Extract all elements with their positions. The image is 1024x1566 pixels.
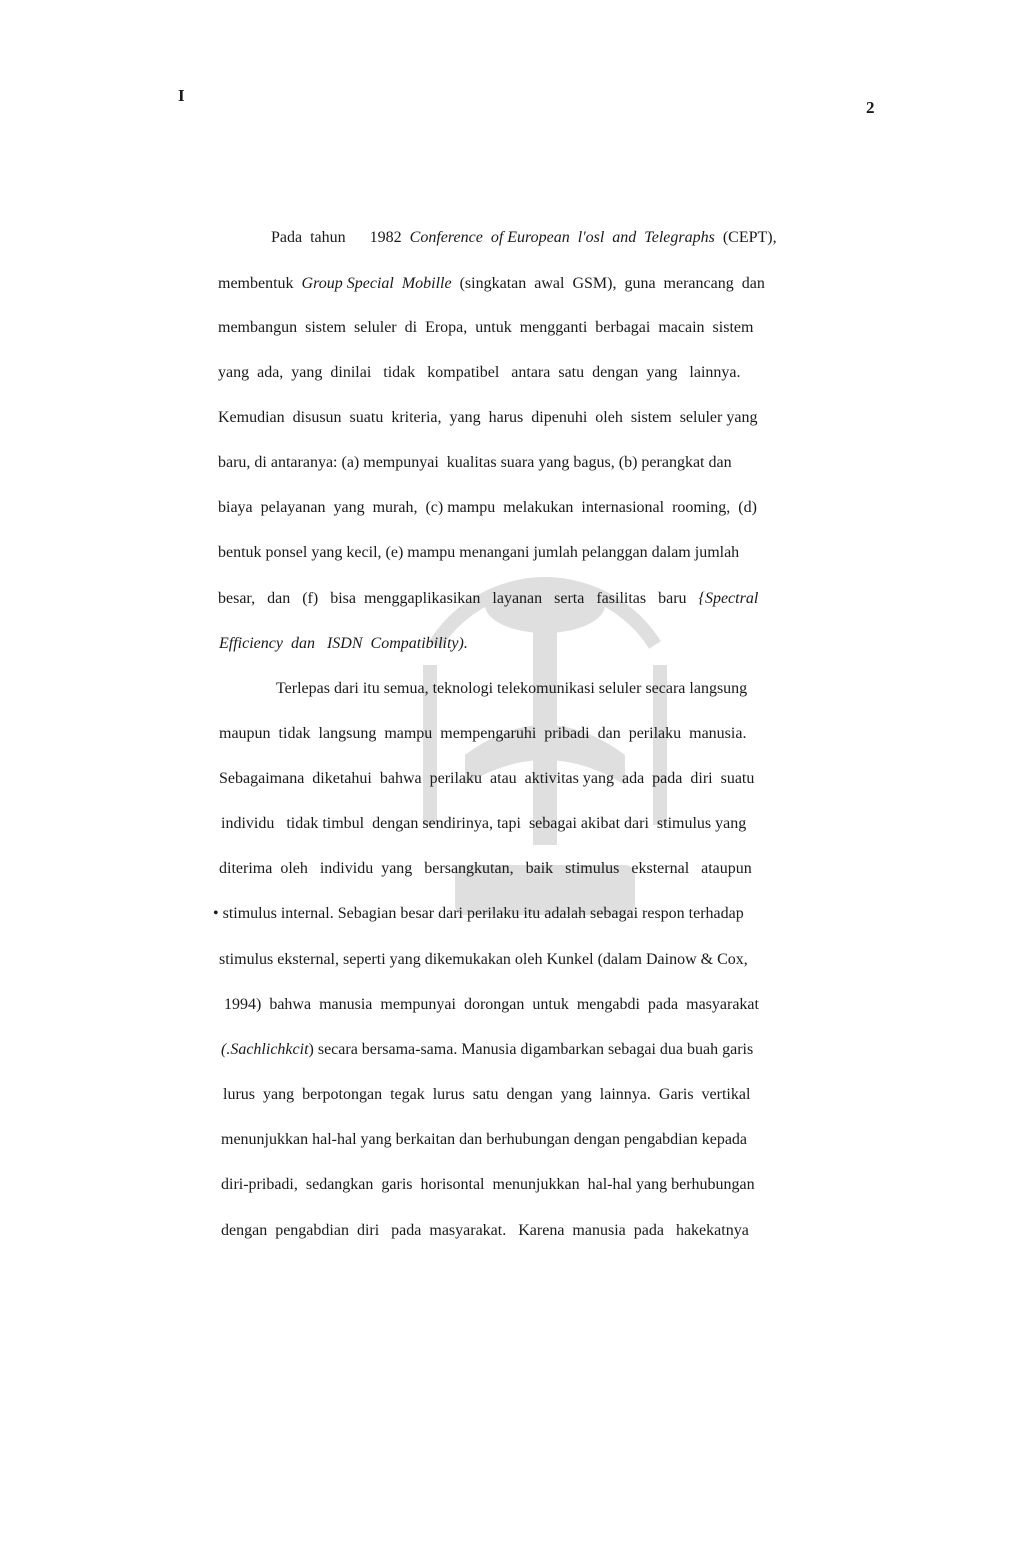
- text-run: ) secara bersama-sama. Manusia digambarkan sebagai dua buah garis: [308, 1041, 754, 1058]
- text-run: menunjukkan hal-hal yang berkaitan dan berhubungan dengan pengabdian kepada: [221, 1131, 748, 1148]
- text-line: [219, 634, 468, 654]
- text-line: [221, 1040, 753, 1060]
- text-run: diterima oleh individu yang bersangkutan, baik stimulus eksternal ataupun: [219, 860, 752, 877]
- italic-run: Efficiency dan ISDN Compatibility).: [219, 635, 468, 652]
- text-run: lurus yang berpotongan tegak lurus satu dengan yang lainnya. Garis vertikal: [223, 1086, 751, 1103]
- text-line: [221, 1130, 747, 1150]
- corner-mark: I: [178, 86, 185, 105]
- text-run: dengan pengabdian diri pada masyarakat. Karena manusia pada hakekatnya: [221, 1222, 749, 1239]
- italic-run: Conference of European l'osl and Telegraphs: [409, 229, 715, 246]
- text-line: [221, 814, 746, 834]
- text-line: [218, 498, 757, 518]
- text-run: besar, dan (f) bisa menggaplikasikan layanan serta fasilitas baru: [218, 590, 699, 607]
- text-line: [271, 228, 777, 248]
- page-number: 2: [866, 98, 875, 117]
- text-run: stimulus eksternal, seperti yang dikemukakan oleh Kunkel (dalam Dainow & Cox,: [219, 951, 748, 968]
- text-run: • stimulus internal. Sebagian besar dari perilaku itu adalah sebagai respon terhadap: [213, 905, 744, 922]
- text-run: Pada tahun 1982: [271, 229, 410, 246]
- text-run: (singkatan awal GSM), guna merancang dan: [451, 275, 765, 292]
- text-run: Terlepas dari itu semua, teknologi telekomunikasi seluler secara langsung: [276, 680, 748, 697]
- italic-run: {Spectral: [698, 590, 759, 607]
- text-run: maupun tidak langsung mampu mempengaruhi pribadi dan perilaku manusia.: [219, 725, 747, 742]
- text-run: baru, di antaranya: (a) mempunyai kualitas suara yang bagus, (b) perangkat dan: [218, 454, 732, 471]
- text-run: bentuk ponsel yang kecil, (e) mampu menangani jumlah pelanggan dalam jumlah: [218, 544, 740, 561]
- text-line: [224, 995, 759, 1015]
- text-line: [218, 453, 732, 473]
- text-line: [219, 859, 752, 879]
- text-line: [218, 274, 765, 294]
- text-run: membangun sistem seluler di Eropa, untuk mengganti berbagai macain sistem: [218, 319, 754, 336]
- text-run: membentuk: [218, 275, 302, 292]
- text-line: [218, 318, 753, 338]
- text-run: (CEPT),: [714, 229, 777, 246]
- text-line: [221, 1175, 755, 1195]
- text-run: 1994) bahwa manusia mempunyai dorongan untuk mengabdi pada masyarakat: [224, 996, 759, 1013]
- text-run: diri-pribadi, sedangkan garis horisontal menunjukkan hal-hal yang berhubungan: [221, 1176, 755, 1193]
- text-line: [223, 1085, 750, 1105]
- text-run: biaya pelayanan yang murah, (c) mampu melakukan internasional rooming, (d): [218, 499, 757, 516]
- text-line: [219, 950, 748, 970]
- text-line: [218, 363, 741, 383]
- text-line: [218, 543, 739, 563]
- italic-run: (.Sachlichkcit: [221, 1041, 309, 1058]
- text-line: [219, 769, 754, 789]
- text-line: [218, 589, 758, 609]
- text-line: [221, 1221, 749, 1241]
- italic-run: Group Special Mobille: [301, 275, 452, 292]
- text-line: [276, 679, 747, 699]
- text-run: individu tidak timbul dengan sendirinya, tapi sebagai akibat dari stimulus yang: [221, 815, 747, 832]
- text-line: [213, 904, 744, 924]
- text-run: Sebagaimana diketahui bahwa perilaku atau aktivitas yang ada pada diri suatu: [219, 770, 755, 787]
- text-line: [219, 724, 746, 744]
- text-line: [218, 408, 757, 428]
- text-run: yang ada, yang dinilai tidak kompatibel antara satu dengan yang lainnya.: [218, 364, 741, 381]
- text-run: Kemudian disusun suatu kriteria, yang harus dipenuhi oleh sistem seluler yang: [218, 409, 758, 426]
